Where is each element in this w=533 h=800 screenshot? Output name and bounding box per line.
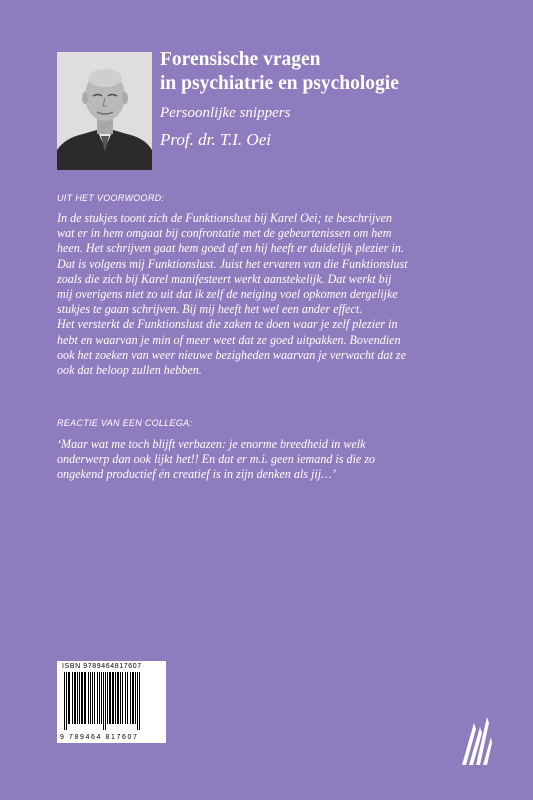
barcode-bar [117,672,119,724]
foreword-line: In de stukjes toont zich de Funktionslust bij Karel Oei; te beschrijven [57,211,393,225]
barcode-bar [94,672,95,724]
isbn-label: ISBN 9789464817607 [62,663,142,670]
barcode-bar [122,672,123,724]
barcode-bar [125,672,126,724]
reaction-text [57,437,497,483]
barcode-bar [77,672,78,724]
reaction-heading: REACTIE VAN EEN COLLEGA: [57,418,193,428]
author-photo [57,52,152,170]
barcode-bar [72,672,73,724]
barcode-bar [99,672,100,724]
barcode-bar [105,672,106,730]
barcode-bar [81,672,83,724]
barcode-bar [109,672,111,724]
barcode-bar [120,672,121,724]
foreword-text [57,211,497,378]
foreword-line: Dat is volgens mij Funktionslust. Juist het ervaren van die Funktionslust [57,256,408,271]
barcode-bar [88,672,89,724]
barcode-bars [63,672,160,730]
barcode-bar [112,672,114,724]
barcode-bar [103,672,104,730]
barcode-bar [127,672,128,724]
barcode-digits: 9 789464 817607 [60,734,139,741]
barcode-bar [92,672,93,724]
foreword-line: ook het zoeken van weer nieuwe bezigheden waarvan je verwacht dat ze [57,347,406,362]
barcode-bar [107,672,108,724]
foreword-line: zoals die zich bij Karel manifesteert werkt aanstekelijk. Dat werkt bij [57,271,392,286]
foreword-line: mij overigens niet zo uit dat ik zelf de neiging voel opkomen dergelijke [57,287,398,302]
barcode-bar [79,672,80,724]
foreword-line: Het versterkt de Funktionslust die zaken te doen waar je zelf plezier in [57,317,398,332]
barcode-bar [135,672,136,724]
foreword-line: wat er in hem omgaat bij confrontatie met de gebeurtenissen om hem [57,226,392,241]
barcode-bar [132,672,134,724]
foreword-line: ook dat beloop zullen hebben. [57,363,202,378]
foreword-line: heen. Het schrijven gaat hem goed af en hij heeft er duidelijk plezier in. [57,241,404,256]
reaction-line: onderwerp dan ook lijkt het!! En dat er m.i. geen iemand is die zo [57,452,376,467]
reaction-line: ongekend productief én creatief is in zijn denken als jij…’ [57,467,336,482]
isbn-barcode [57,661,166,743]
reaction-line: ‘Maar wat me toch blijft verbazen: je enorme breedheid in welk [57,437,366,451]
book-title [160,48,520,96]
foreword-line: hebt en waarvan je min of meer weet dat ze goed uitpakken. Bovendien [57,332,401,347]
barcode-bar [64,672,65,730]
title-block [160,48,520,150]
publisher-logo-icon [460,715,494,767]
barcode-bar [84,672,86,724]
book-author: Prof. dr. T.I. Oei [160,130,271,149]
book-title-line-1: Forensische vragen [160,49,321,70]
barcode-bar [68,672,70,724]
book-subtitle: Persoonlijke snippers [160,105,291,121]
barcode-bar [137,672,138,730]
barcode-bar [130,672,131,724]
author-portrait-icon [57,52,152,170]
barcode-bar [90,672,91,724]
barcode-bar [74,672,76,724]
barcode-bar [139,672,140,730]
barcode-bar [115,672,116,724]
barcode-bar [97,672,98,724]
foreword-line: stukjes te gaan schrijven. Bij mij heeft het wel een ander effect. [57,302,363,317]
foreword-heading: UIT HET VOORWOORD: [57,193,165,203]
barcode-bar [66,672,67,730]
barcode-bar [101,672,102,724]
book-title-line-2: in psychiatrie en psychologie [160,73,399,94]
